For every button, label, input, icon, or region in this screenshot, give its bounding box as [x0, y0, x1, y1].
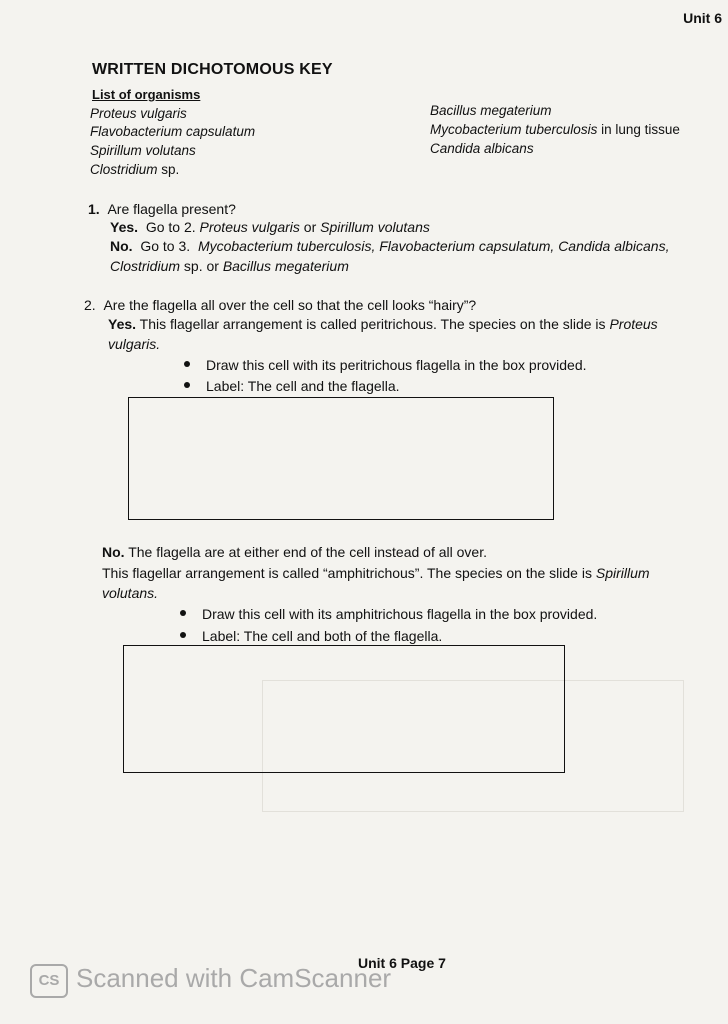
question-text: Are the flagella all over the cell so that the cell looks “hairy”? — [103, 297, 477, 313]
q2-no-line-2 — [102, 565, 650, 581]
question-text: Are flagella present? — [107, 201, 236, 217]
organism-suffix: sp. — [157, 162, 180, 177]
species-name: Proteus vulgaris — [199, 219, 300, 235]
no-label: No. — [102, 544, 125, 560]
q1-no-line — [110, 238, 670, 254]
species-genus: Clostridium — [110, 258, 181, 274]
q2-no-species-cont: volutans. — [102, 585, 159, 601]
organism-item — [90, 162, 179, 177]
question-1 — [88, 201, 236, 217]
goto-text: Go to 2. — [145, 219, 196, 235]
scanner-watermark: Scanned with CamScanner — [76, 963, 392, 993]
organism-name: Mycobacterium tuberculosis — [430, 122, 598, 137]
organism-item: Candida albicans — [430, 141, 534, 156]
q2-no-line — [102, 544, 487, 560]
species-list: Mycobacterium tuberculosis, Flavobacterium capsulatum, Candida albicans, — [197, 238, 670, 254]
bullet-icon — [180, 610, 186, 616]
bullet-icon — [184, 361, 190, 367]
camscanner-logo-icon: CS — [30, 964, 68, 998]
page-title: WRITTEN DICHOTOMOUS KEY — [92, 61, 333, 78]
bullet-icon — [180, 632, 186, 638]
species-genus: Spirillum — [595, 565, 650, 581]
unit-label: Unit 6 — [683, 10, 722, 26]
organism-item: Proteus vulgaris — [90, 106, 187, 121]
answer-text: This flagellar arrangement is called peritrichous. The species on the slide is — [139, 316, 606, 332]
instruction-bullet — [180, 606, 597, 622]
connector-text: sp. or — [180, 258, 223, 274]
goto-text: Go to 3. — [140, 238, 191, 254]
drawing-box-amphitrichous[interactable] — [123, 645, 565, 773]
page-footer: Unit 6 Page 7 — [358, 955, 446, 971]
instruction-text: Draw this cell with its amphitrichous flagella in the box provided. — [202, 606, 598, 622]
organism-list-heading: List of organisms — [92, 87, 201, 102]
organism-item: Spirillum volutans — [90, 143, 196, 158]
q2-yes-species-cont: vulgaris. — [108, 336, 161, 352]
q1-yes-line — [110, 219, 430, 235]
organism-item — [430, 122, 680, 137]
answer-text: This flagellar arrangement is called “amphitrichous”. The species on the slide is — [102, 565, 592, 581]
instruction-bullet — [180, 628, 442, 644]
question-number: 2. — [84, 297, 96, 313]
drawing-box-peritrichous[interactable] — [128, 397, 554, 520]
q1-no-line-2 — [110, 258, 349, 274]
yes-label: Yes. — [110, 219, 139, 235]
organism-item: Flavobacterium capsulatum — [90, 124, 256, 139]
species-genus: Proteus — [609, 316, 658, 332]
connector-text: or — [299, 219, 321, 235]
answer-text: The flagella are at either end of the cell instead of all over. — [128, 544, 487, 560]
instruction-text: Label: The cell and the flagella. — [206, 378, 400, 394]
no-label: No. — [110, 238, 133, 254]
bullet-icon — [184, 382, 190, 388]
question-number: 1. — [88, 201, 100, 217]
instruction-text: Label: The cell and both of the flagella. — [202, 628, 443, 644]
question-2 — [84, 297, 476, 313]
yes-label: Yes. — [108, 316, 137, 332]
q2-yes-line — [108, 316, 658, 332]
species-name: Spirillum volutans — [320, 219, 430, 235]
instruction-text: Draw this cell with its peritrichous flagella in the box provided. — [206, 357, 587, 373]
instruction-bullet — [184, 378, 400, 394]
organism-item: Bacillus megaterium — [430, 103, 552, 118]
organism-genus: Clostridium — [90, 162, 158, 177]
instruction-bullet — [184, 357, 587, 373]
organism-suffix: in lung tissue — [597, 122, 680, 137]
species-name: Bacillus megaterium — [222, 258, 349, 274]
